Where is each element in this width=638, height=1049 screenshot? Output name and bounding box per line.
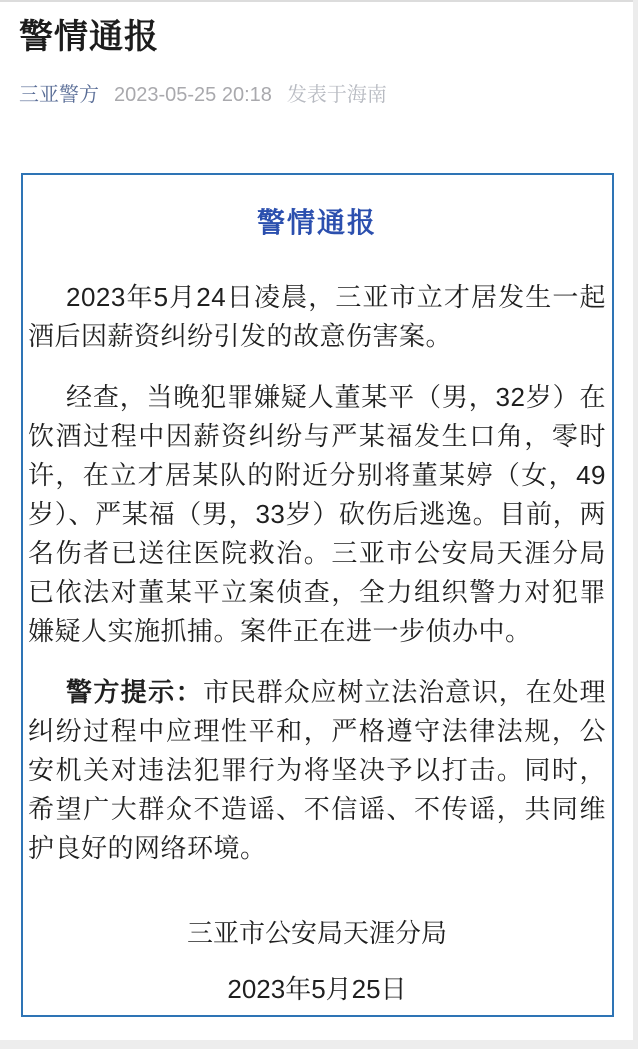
notice-paragraph-2: 经查，当晚犯罪嫌疑人董某平（男，32岁）在饮酒过程中因薪资纠纷与严某福发生口角，零时许，在立才居某队的附近分别将董某婷（女，49岁）、严某福（男，33岁）砍伤后逃逸。目前，两名伤者已送往医院救治。三亚市公安局天涯分局已依法对董某平立案侦查，全力组织警力对犯罪嫌疑人实施抓捕。案件正在进一步侦办中。: [28, 381, 606, 646]
account-link[interactable]: 三亚警方: [19, 83, 99, 106]
signature-block: [28, 914, 606, 1009]
police-tip-text: 市民群众应树立法治意识，在处理纠纷过程中应理性平和，严格遵守法律法规，公安机关对违法犯罪行为将坚决予以打击。同时，希望广大群众不造谣、不信谣、不传谣，共同维护良好的网络环境。: [28, 676, 606, 863]
screen-edge-bottom: [0, 1040, 638, 1049]
screen-edge-top: [0, 0, 638, 2]
publish-location: 发表于海南: [286, 83, 387, 106]
page-title: 警情通报: [19, 18, 159, 56]
notice-paragraph-1: 2023年5月24日凌晨，三亚市立才居发生一起酒后因薪资纠纷引发的故意伤害案。: [28, 281, 606, 351]
police-tip-label: 警方提示：: [66, 676, 203, 707]
signature-date: 2023年5月25日: [227, 973, 407, 1004]
publish-time: 2023-05-25 20:18: [114, 83, 272, 106]
screen-edge-right: [633, 0, 638, 1049]
notice-title: 警情通报: [256, 206, 377, 238]
police-tip-paragraph: [28, 673, 606, 868]
byline: [19, 83, 638, 107]
notice-box: [21, 173, 614, 1017]
signature-org: 三亚市公安局天涯分局: [186, 917, 447, 948]
